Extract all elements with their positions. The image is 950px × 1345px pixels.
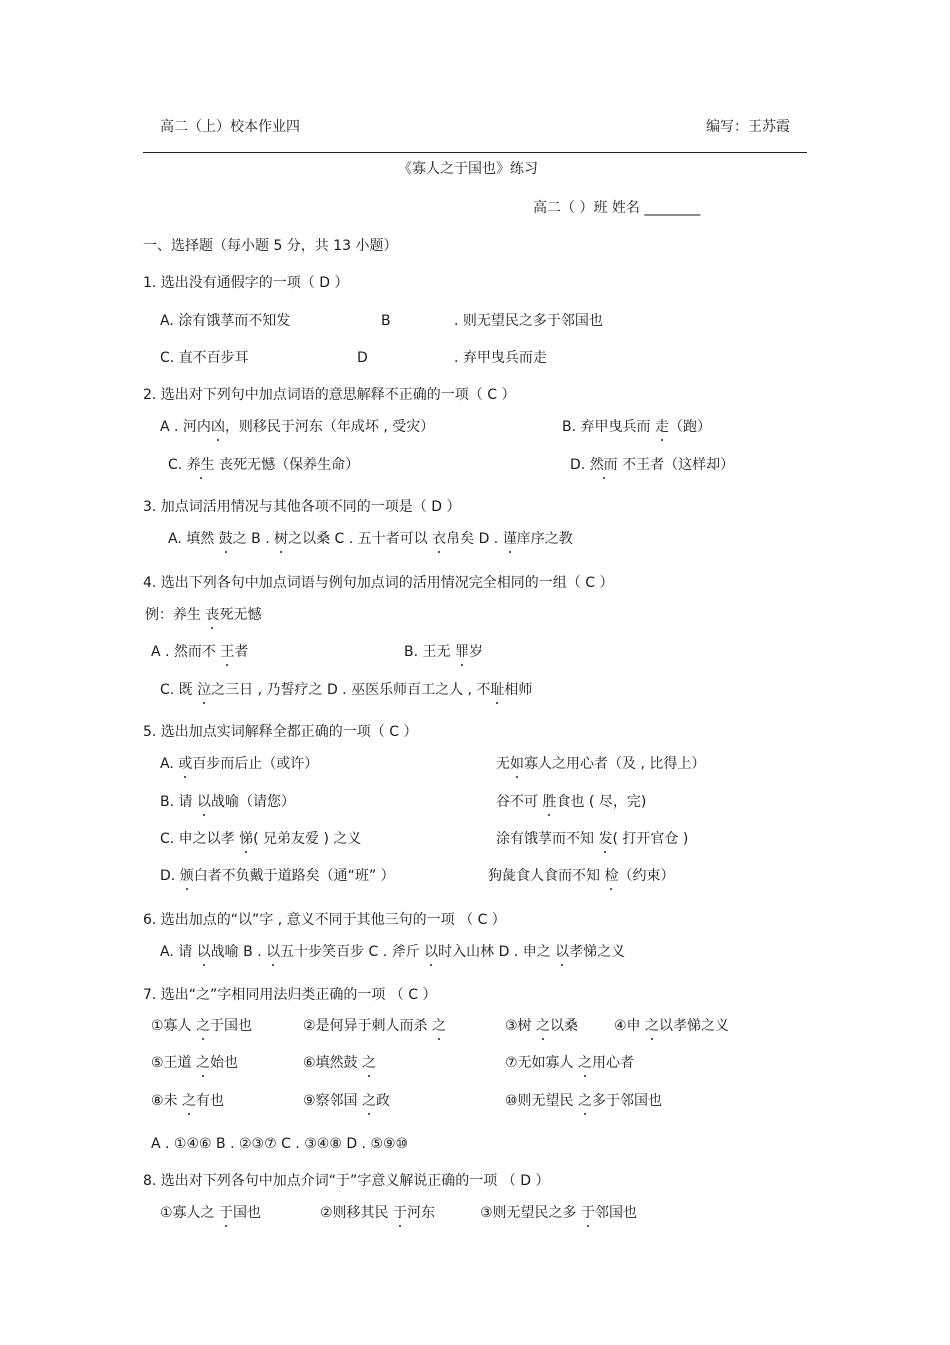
- question-4-option-a: A . 然而不 王者: [151, 644, 249, 660]
- question-5-stem: 5. 选出加点实词解释全都正确的一项（ C ）: [143, 724, 418, 740]
- question-4-example: 例：养生 丧死无憾: [145, 607, 262, 623]
- question-4-option-b: B. 王无 罪岁: [404, 644, 483, 660]
- class-name-line: 高二（ ）班 姓名 ________: [533, 200, 701, 216]
- question-5-option-a-right: 无如寡人之用心者（及 , 比得上）: [496, 756, 706, 772]
- question-1-option-b-letter: B: [381, 313, 391, 329]
- question-6-stem: 6. 选出加点的“以”字 , 意义不同于其他三句的一项 （ C ）: [143, 912, 506, 928]
- page-title: 《寡人之于国也》练习: [398, 161, 538, 177]
- question-5-option-c-right: 涂有饿莩而不知 发( 打开官仓 ): [496, 831, 689, 847]
- question-7-item-10: ⑩则无望民 之多于邻国也: [505, 1093, 663, 1109]
- question-1-option-a: A. 涂有饿莩而不知发: [160, 313, 291, 329]
- question-7-item-9: ⑨察邻国 之政: [303, 1093, 391, 1109]
- header-right: 编写：王苏霞: [706, 119, 790, 135]
- question-4-stem: 4. 选出下列各句中加点词语与例句加点词的活用情况完全相同的一组（ C ）: [143, 575, 614, 591]
- question-1-option-b: . 则无望民之多于邻国也: [454, 313, 603, 329]
- question-5-option-c-left: C. 申之以孝 悌( 兄弟友爱 ) 之义: [160, 831, 362, 847]
- question-2-option-b: B. 弃甲曳兵而 走（跑）: [562, 419, 711, 435]
- question-2-option-c: C. 养生 丧死无憾（保养生命）: [168, 457, 360, 473]
- question-7-answer-options: A . ①④⑥ B . ②③⑦ C . ③④⑧ D . ⑤⑨⑩: [151, 1136, 409, 1152]
- question-7-item-3: ③树 之以桑: [505, 1018, 579, 1034]
- question-8-stem: 8. 选出对下列各句中加点介词“于”字意义解说正确的一项 （ D ）: [143, 1173, 550, 1189]
- question-4-option-c-d: C. 既 泣之三日 , 乃誓疗之 D . 巫医乐师百工之人 , 不耻相师: [160, 682, 533, 698]
- section-heading: 一、选择题（每小题 5 分，共 13 小题）: [143, 238, 398, 254]
- question-6-options: A. 请 以战喻 B . 以五十步笑百步 C . 斧斤 以时入山林 D . 申之 以孝悌之义: [160, 944, 626, 960]
- question-8-item-2: ②则移其民 于河东: [320, 1205, 436, 1221]
- question-5-option-b-right: 谷不可 胜食也 ( 尽，完): [496, 794, 647, 810]
- question-3-options: A. 填然 鼓之 B . 树之以桑 C . 五十者可以 衣帛矣 D . 谨庠序之教: [168, 531, 573, 547]
- question-7-item-1: ①寡人 之于国也: [151, 1018, 253, 1034]
- question-7-item-4: ④申 之以孝悌之义: [614, 1018, 730, 1034]
- question-2-option-d: D. 然而 不王者（这样却）: [570, 457, 735, 473]
- question-1-option-d: . 弃甲曳兵而走: [454, 350, 547, 366]
- question-8-item-3: ③则无望民之多 于邻国也: [480, 1205, 638, 1221]
- question-7-item-8: ⑧未 之有也: [151, 1093, 225, 1109]
- question-2-stem: 2. 选出对下列句中加点词语的意思解释不正确的一项（ C ）: [143, 387, 516, 403]
- question-1-option-d-letter: D: [357, 350, 368, 366]
- question-7-item-2: ②是何异于刺人而杀 之: [303, 1018, 447, 1034]
- question-1-option-c: C. 直不百步耳: [160, 350, 249, 366]
- question-7-item-6: ⑥填然鼓 之: [303, 1055, 377, 1071]
- question-3-stem: 3. 加点词活用情况与其他各项不同的一项是（ D ）: [143, 499, 461, 515]
- question-1-stem: 1. 选出没有通假字的一项（ D ）: [143, 275, 349, 291]
- question-7-item-5: ⑤王道 之始也: [151, 1055, 239, 1071]
- header-left: 高二（上）校本作业四: [160, 119, 300, 135]
- header-divider: [143, 152, 807, 153]
- question-5-option-a-left: A. 或百步而后止（或许）: [160, 756, 319, 772]
- question-7-item-7: ⑦无如寡人 之用心者: [505, 1055, 635, 1071]
- question-7-stem: 7. 选出“之”字相同用法归类正确的一项 （ C ）: [143, 987, 437, 1003]
- question-5-option-d-left: D. 颁白者不负戴于道路矣（通“班” ）: [160, 868, 395, 884]
- question-2-option-a: A . 河内凶，则移民于河东（年成坏 , 受灾）: [160, 419, 435, 435]
- question-8-item-1: ①寡人之 于国也: [160, 1205, 262, 1221]
- question-5-option-b-left: B. 请 以战喻（请您）: [160, 794, 295, 810]
- question-5-option-d-right: 狗彘食人食而不知 检（约束）: [488, 868, 675, 884]
